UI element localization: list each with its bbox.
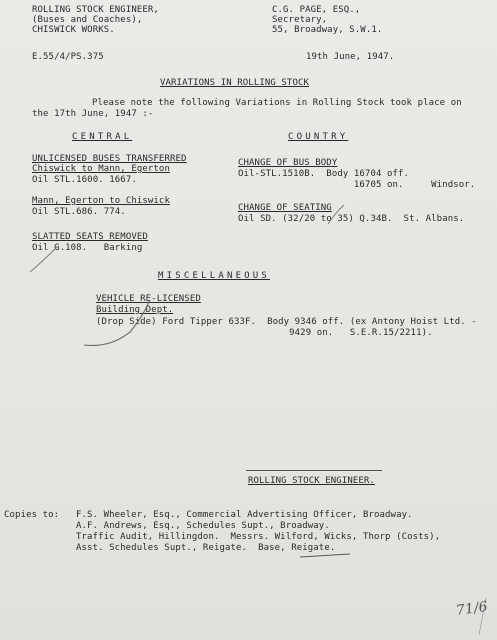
misc-line-1: (Drop Side) Ford Tipper 633F. Body 9346 off. (ex Antony Hoist Ltd. - <box>96 317 477 327</box>
central-section-1-heading: UNLICENSED BUSES TRANSFERRED <box>32 154 187 164</box>
sender-line-3: CHISWICK WORKS. <box>32 25 115 35</box>
pencil-tick-1 <box>30 246 58 272</box>
document-title: VARIATIONS IN ROLLING STOCK <box>160 78 309 88</box>
central-section-1-line-2: Oil STL.1600. 1667. <box>32 175 137 185</box>
central-heading: CENTRAL <box>72 132 133 142</box>
recipient-line-2: Secretary, <box>272 15 328 25</box>
central-section-1-line-1: Chiswick to Mann, Egerton <box>32 164 170 174</box>
pencil-underline <box>300 554 350 557</box>
copies-line-4: Asst. Schedules Supt., Reigate. Base, Reigate. <box>76 543 336 553</box>
country-section-1-line-2: 16705 on. Windsor. <box>238 180 476 190</box>
handwritten-annotation: 71/6 <box>455 598 489 620</box>
central-section-2-line-1: Oil STL.686. 774. <box>32 207 126 217</box>
intro-line-2: the 17th June, 1947 :- <box>32 109 154 119</box>
pencil-tick-3 <box>328 205 344 224</box>
country-section-2-line-1: Oil SD. (32/20 to 35) Q.34B. St. Albans. <box>238 214 465 224</box>
letter-date: 19th June, 1947. <box>306 52 395 62</box>
sender-line-1: ROLLING STOCK ENGINEER, <box>32 5 159 15</box>
central-section-3-heading: SLATTED SEATS REMOVED <box>32 232 148 242</box>
misc-subheading-2: Building Dept. <box>96 305 174 315</box>
copies-line-3: Traffic Audit, Hillingdon. Messrs. Wilford, Wicks, Thorp (Costs), <box>76 532 441 542</box>
miscellaneous-heading: MISCELLANEOUS <box>158 271 271 281</box>
copies-label: Copies to: <box>4 510 60 520</box>
recipient-line-3: 55, Broadway, S.W.1. <box>272 25 383 35</box>
intro-line-1: Please note the following Variations in Rolling Stock took place on <box>92 98 462 108</box>
copies-line-2: A.F. Andrews, Esq., Schedules Supt., Broadway. <box>76 521 330 531</box>
country-section-1-line-1: Oil-STL.1510B. Body 16704 off. <box>238 169 410 179</box>
misc-line-2: 9429 on. S.E.R.15/2211). <box>96 328 433 338</box>
central-section-3-line-1: Oil G.108. Barking <box>32 243 143 253</box>
recipient-line-1: C.G. PAGE, ESQ., <box>272 5 361 15</box>
signature-title: ROLLING STOCK ENGINEER. <box>248 476 375 486</box>
reference-number: E.55/4/PS.375 <box>32 52 104 62</box>
sender-line-2: (Buses and Coaches), <box>32 15 143 25</box>
copies-line-1: F.S. Wheeler, Esq., Commercial Advertising Officer, Broadway. <box>76 510 413 520</box>
central-section-2-heading: Mann, Egerton to Chiswick <box>32 196 170 206</box>
country-section-1-heading: CHANGE OF BUS BODY <box>238 158 338 168</box>
country-section-2-heading: CHANGE OF SEATING <box>238 203 332 213</box>
country-heading: COUNTRY <box>288 132 349 142</box>
pencil-tick-2 <box>84 300 150 345</box>
misc-subheading-1: VEHICLE RE-LICENSED <box>96 294 201 304</box>
